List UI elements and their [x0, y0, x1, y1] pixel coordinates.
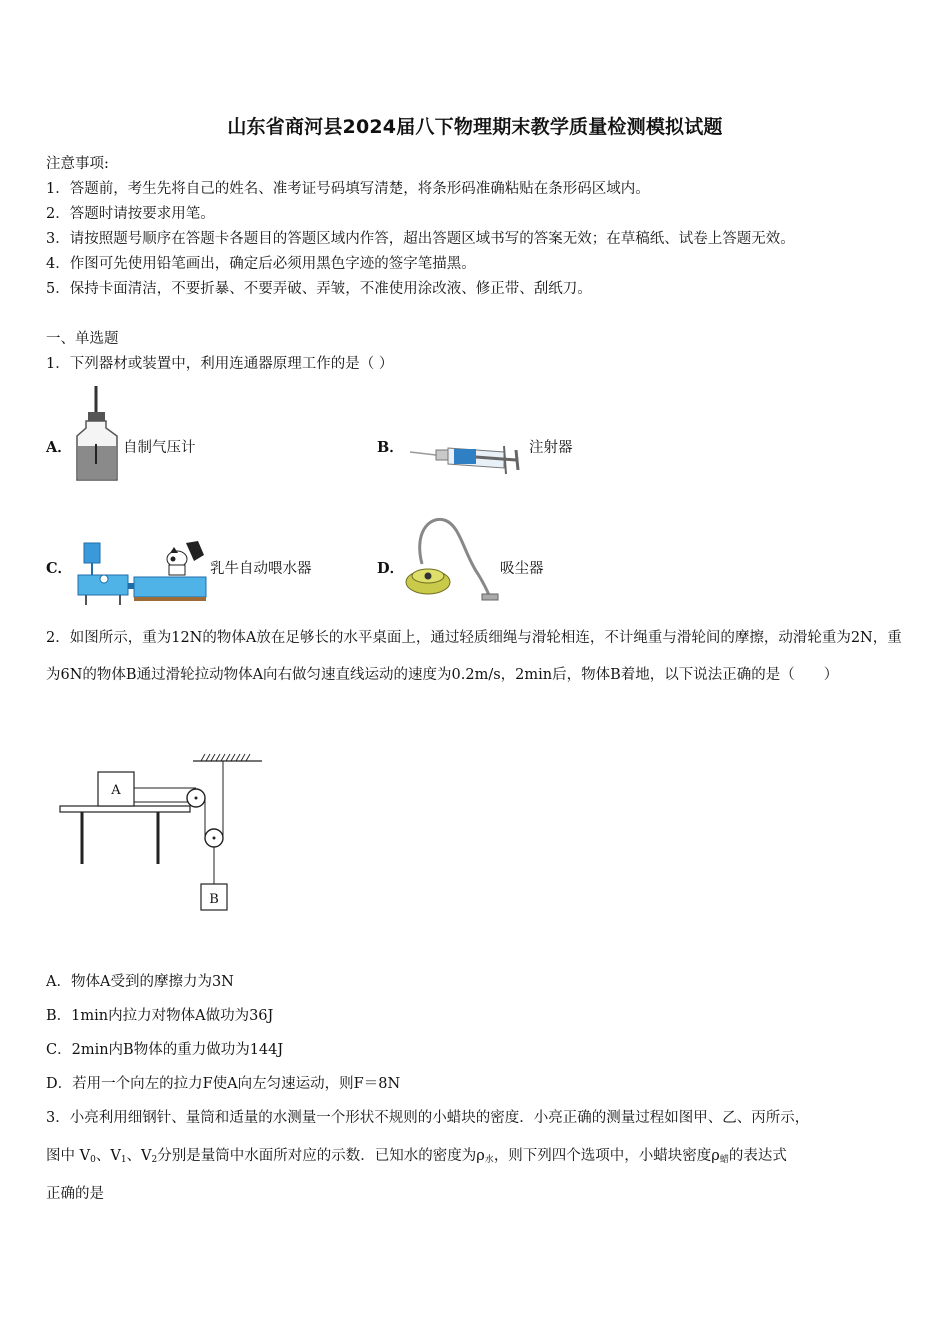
- q3-sub-wax: 蜡: [719, 1155, 729, 1165]
- cow-waterer-image: [74, 535, 208, 605]
- q2-stem: 2．如图所示，重为12N的物体A放在足够长的水平桌面上，通过轻质细绳与滑轮相连，不计绳重与滑轮间的摩擦，动滑轮重为2N，重为6N的物体B通过滑轮拉动物体A向右做匀速直线运动的速度为0.2m/s，2min后，物体B着地，以下说法正确的是（ ）: [46, 630, 902, 683]
- q3-text-a: 图中 V: [46, 1148, 91, 1164]
- q3-stem-line-1: 3．小亮利用细钢针、量筒和适量的水测量一个形状不规则的小蜡块的密度．小亮正确的测量过程如图甲、乙、丙所示，: [46, 1110, 810, 1126]
- q2-option-b: B．1min内拉力对物体A做功为36J: [46, 1008, 274, 1024]
- block-b-label: B: [209, 892, 219, 907]
- q3-stem-line-2: [46, 1144, 787, 1165]
- q3-text-d: 分别是量筒中水面所对应的示数．已知水的密度为ρ: [157, 1148, 485, 1164]
- notice-heading: 注意事项:: [46, 156, 109, 172]
- q2-option-d: D．若用一个向左的拉力F使A向左匀速运动，则F＝8N: [46, 1076, 401, 1092]
- syringe-image: [408, 436, 523, 486]
- notice-item-2: 2．答题时请按要求用笔。: [46, 206, 215, 222]
- section-heading: 一、单选题: [46, 331, 119, 347]
- q1-option-c-label: 乳牛自动喂水器: [210, 561, 312, 577]
- page-title: 山东省商河县2024届八下物理期末教学质量检测模拟试题: [227, 116, 723, 138]
- notice-item-4: 4．作图可先使用铅笔画出，确定后必须用黑色字迹的签字笔描黑。: [46, 256, 476, 272]
- barometer-image: [72, 384, 122, 486]
- block-a-label: A: [111, 783, 121, 798]
- q3-sub-0: 0: [90, 1155, 96, 1165]
- q1-option-b-label: 注射器: [529, 440, 573, 456]
- pulley-diagram: [56, 748, 268, 918]
- q3-stem-line-3: 正确的是: [46, 1186, 104, 1202]
- q2-option-a: A．物体A受到的摩擦力为3N: [46, 974, 234, 990]
- q3-sub-water: 水: [484, 1155, 494, 1165]
- q1-stem: 1．下列器材或装置中，利用连通器原理工作的是（ ）: [46, 356, 394, 372]
- q3-text-c: 、V: [126, 1148, 152, 1164]
- q1-option-c-letter: C．: [46, 560, 73, 577]
- q1-option-d-label: 吸尘器: [500, 561, 544, 577]
- q2-option-c: C．2min内B物体的重力做功为144J: [46, 1042, 284, 1058]
- q3-sub-2: 2: [151, 1155, 158, 1165]
- q3-text-e: ，则下列四个选项中，小蜡块密度ρ: [493, 1148, 720, 1164]
- q1-option-d-letter: D．: [377, 560, 405, 577]
- notice-item-5: 5．保持卡面清洁，不要折暴、不要弄破、弄皱，不准使用涂改液、修正带、刮纸刀。: [46, 281, 592, 297]
- q3-sub-1: 1: [120, 1155, 127, 1165]
- q3-text-b: 、V: [95, 1148, 121, 1164]
- q1-option-b-letter: B．: [377, 439, 404, 456]
- notice-item-1: 1．答题前，考生先将自己的姓名、准考证号码填写清楚，将条形码准确粘贴在条形码区域内。: [46, 181, 650, 197]
- vacuum-cleaner-image: [400, 514, 500, 604]
- q1-option-a-label: 自制气压计: [123, 440, 196, 456]
- q3-text-f: 的表达式: [728, 1148, 787, 1164]
- notice-item-3: 3．请按照题号顺序在答题卡各题目的答题区域内作答，超出答题区域书写的答案无效；在草稿纸、试卷上答题无效。: [46, 231, 795, 247]
- q1-option-a-letter: A．: [46, 439, 72, 456]
